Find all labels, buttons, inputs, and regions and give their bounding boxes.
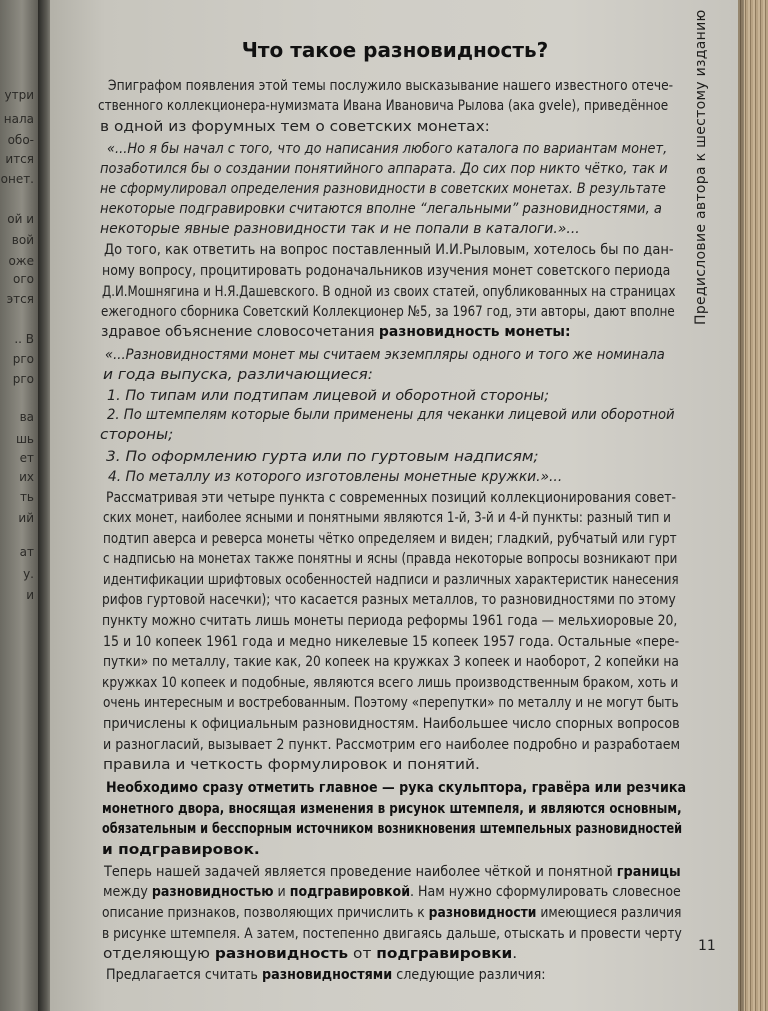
text-span: кружках 10 копеек и подобные, являются всего лишь производственным браком, хоть и — [102, 675, 679, 691]
text-span: ному вопросу, процитировать родоначальников изучения монет советского периода — [102, 263, 671, 279]
text-span: 1. По типам или подтипам лицевой и оборотной стороны; — [107, 388, 550, 404]
left-page-text-fragment: ий — [18, 511, 34, 525]
text-line — [106, 489, 676, 508]
text-line — [100, 200, 662, 219]
text-line — [101, 323, 571, 342]
text-span: Эпиграфом появления этой темы послужило высказывание нашего известного отече- — [108, 78, 674, 94]
text-span: имеющиеся различия — [536, 905, 682, 921]
text-line — [103, 530, 677, 549]
text-line — [102, 841, 260, 860]
text-span: стороны; — [100, 427, 174, 443]
bold-text: подгравировки — [376, 946, 513, 962]
left-page-text-fragment: и — [26, 588, 34, 602]
left-page-text-fragment: у. — [23, 567, 34, 581]
bold-text: разновидности — [428, 905, 537, 921]
bold-text: обязательным и бесспорным источником возникновения штемпельных разновидностей — [102, 821, 683, 837]
text-span: в одной из форумных тем о советских монетах: — [100, 119, 490, 135]
left-page-text-fragment: этся — [6, 292, 34, 306]
left-page-text-fragment: ится — [5, 152, 34, 166]
text-span: Теперь нашей задачей является проведение наиболее чёткой и понятной — [104, 864, 617, 880]
text-span: 3. По оформлению гурта или по гуртовым надписям; — [106, 449, 539, 465]
text-span: ежегодного сборника Советский Коллекционер №5, за 1967 год, эти авторы, дают вполне — [101, 304, 675, 320]
text-span: здравое объяснение словосочетания — [101, 324, 379, 340]
text-span: . — [512, 946, 518, 962]
text-span: причислены к официальным разновидностям. Наибольшее число спорных вопросов — [103, 716, 680, 732]
text-span: с надписью на монетах также понятны и ясны (правда некоторые вопросы возникают при — [103, 551, 678, 567]
text-line — [103, 694, 679, 713]
left-page-text-fragment: утри — [4, 88, 34, 102]
text-line — [102, 674, 678, 693]
section-title: Что такое разновидность? — [241, 38, 549, 62]
text-line — [102, 262, 670, 281]
bold-text: и подгравировок. — [102, 842, 260, 858]
text-span: Рассматривая эти четыре пункта с современных позиций коллекционирования совет- — [106, 490, 676, 506]
text-line — [103, 509, 671, 528]
text-span: и — [273, 884, 290, 900]
text-span: «...Разновидностями монет мы считаем экземпляры одного и того же номинала — [105, 347, 665, 363]
text-span: До того, как ответить на вопрос поставленный И.И.Рыловым, хотелось бы по дан- — [104, 242, 674, 258]
text-line — [103, 736, 680, 755]
left-page-edge — [0, 0, 40, 1011]
bold-text: разновидностью — [151, 884, 274, 900]
bold-text: монетного двора, вносящая изменения в рисунок штемпеля, и являются основным, — [102, 801, 682, 817]
text-span: и разногласий, вызывает 2 пункт. Рассмотрим его наиболее подробно и разработаем — [103, 737, 681, 753]
text-span: 15 и 10 копеек 1961 года и медно никелевые 15 копеек 1957 года. Остальные «пере- — [103, 634, 680, 650]
text-line — [103, 945, 517, 964]
text-span: 4. По металлу из которого изготовлены монетные кружки.»... — [108, 469, 563, 485]
bold-text: разновидность монеты: — [378, 324, 571, 340]
text-span: правила и четкость формулировок и понятий. — [103, 757, 480, 773]
text-span: в рисунке штемпеля. А затем, постепенно двигаясь дальше, отыскать и провести черту — [102, 926, 682, 942]
text-line — [106, 966, 546, 985]
text-line — [103, 366, 373, 385]
left-page-text-fragment: нала — [3, 112, 34, 126]
text-line — [102, 820, 682, 839]
text-span: идентификации шрифтовых особенностей надписи и различных характеристик нанесения — [103, 572, 679, 588]
text-line — [102, 904, 681, 923]
left-page-text-fragment: ого — [13, 272, 34, 286]
running-head — [693, 9, 713, 325]
bold-text: подгравировкой — [289, 884, 411, 900]
text-line — [100, 180, 666, 199]
text-line — [100, 220, 580, 239]
text-span: отделяющую — [103, 946, 215, 962]
text-line — [104, 241, 674, 260]
text-span: . Нам нужно сформулировать словесное — [410, 884, 681, 900]
bold-text: разновидность — [214, 946, 349, 962]
text-line — [108, 468, 562, 487]
bold-text: разновидностями — [262, 967, 393, 983]
text-line — [102, 591, 676, 610]
text-line — [106, 448, 539, 467]
text-line — [103, 883, 681, 902]
text-span: не сформулировал определения разновидности в советских монетах. В результате — [100, 181, 666, 197]
text-span: очень интересным и востребованным. Поэтому «перепутки» по металлу и не могут быть — [103, 695, 679, 711]
text-span: ственного коллекционера-нумизмата Ивана Ивановича Рылова (ака gvele), приведённое — [98, 98, 669, 114]
text-line — [102, 800, 682, 819]
text-line — [103, 756, 480, 775]
text-span: некоторые явные разновидности так и не попали в каталоги.»... — [100, 221, 580, 237]
text-line — [105, 346, 665, 365]
text-span: Д.И.Мошнягина и Н.Я.Дашевского. В одной из своих статей, опубликованных на страницах — [102, 284, 676, 300]
text-span: описание признаков, позволяющих причислить к — [102, 905, 429, 921]
text-span: ских монет, наиболее ясными и понятными являются 1-й, 3-й и 4-й пункты: разный тип и — [103, 510, 671, 526]
left-page-text-fragment: ой и — [7, 212, 34, 226]
text-span: позаботился бы о создании понятийного аппарата. До сих пор никто чётко, так и — [100, 161, 668, 177]
text-line — [103, 653, 679, 672]
text-line — [107, 140, 667, 159]
text-line — [107, 387, 549, 406]
text-span: некоторые подгравировки считаются вполне “легальными” разновидностями, а — [100, 201, 662, 217]
text-line — [102, 283, 676, 302]
text-span: «...Но я бы начал с того, что до написания любого каталога по вариантам монет, — [107, 141, 668, 157]
text-span: от — [348, 946, 377, 962]
text-span: Предлагается считать — [106, 967, 263, 983]
left-page-text-fragment: рго — [12, 372, 34, 386]
left-page-text-fragment: их — [19, 470, 34, 484]
page-number: 11 — [698, 938, 716, 954]
text-line — [100, 118, 490, 137]
left-page-text-fragment: ат — [19, 545, 34, 559]
text-line — [100, 160, 668, 179]
text-line — [103, 633, 679, 652]
bold-text: Необходимо сразу отметить главное — рука скульптора, гравёра или резчика — [106, 780, 687, 796]
text-line — [103, 715, 680, 734]
text-line — [108, 77, 673, 96]
left-page-text-fragment: ет — [19, 451, 34, 465]
text-span: между — [103, 884, 152, 900]
left-page-text-fragment: вой — [11, 233, 34, 247]
bold-text: границы — [616, 864, 681, 880]
text-span: подтип аверса и реверса монеты чётко определяем и виден; гладкий, рубчатый или гурт — [103, 531, 677, 547]
left-page-text-fragment: обо- — [7, 133, 34, 147]
text-span: пункту можно считать лишь монеты периода реформы 1961 года — мельхиоровые 20, — [102, 613, 678, 629]
left-page-text-fragment: шь — [15, 432, 34, 446]
text-line — [103, 571, 679, 590]
text-line — [104, 863, 681, 882]
text-span: рифов гуртовой насечки); что касается разных металлов, то разновидностями по этому — [102, 592, 676, 608]
text-line — [106, 779, 686, 798]
left-page-text-fragment: рго — [12, 352, 34, 366]
text-line — [102, 925, 682, 944]
text-line — [107, 406, 675, 425]
text-span: и года выпуска, различающиеся: — [103, 367, 373, 383]
text-line — [100, 426, 173, 445]
left-page-text-fragment: ть — [19, 490, 34, 504]
left-page-text-fragment: .. В — [14, 332, 34, 346]
text-line — [101, 303, 675, 322]
text-span: 2. По штемпелям которые были применены для чеканки лицевой или оборотной — [107, 407, 675, 423]
left-page-text-fragment: онет. — [0, 172, 34, 186]
text-span: путки» по металлу, такие как, 20 копеек на кружках 3 копеек и наоборот, 2 копейки на — [103, 654, 679, 670]
text-line — [103, 550, 677, 569]
text-line — [98, 97, 668, 116]
left-page-text-fragment: ва — [19, 410, 34, 424]
left-page-text-fragment: ожe — [8, 254, 34, 268]
text-span: следующие различия: — [392, 967, 546, 983]
running-head-text: Предисловие автора к шестому изданию — [693, 9, 709, 325]
text-line — [102, 612, 677, 631]
